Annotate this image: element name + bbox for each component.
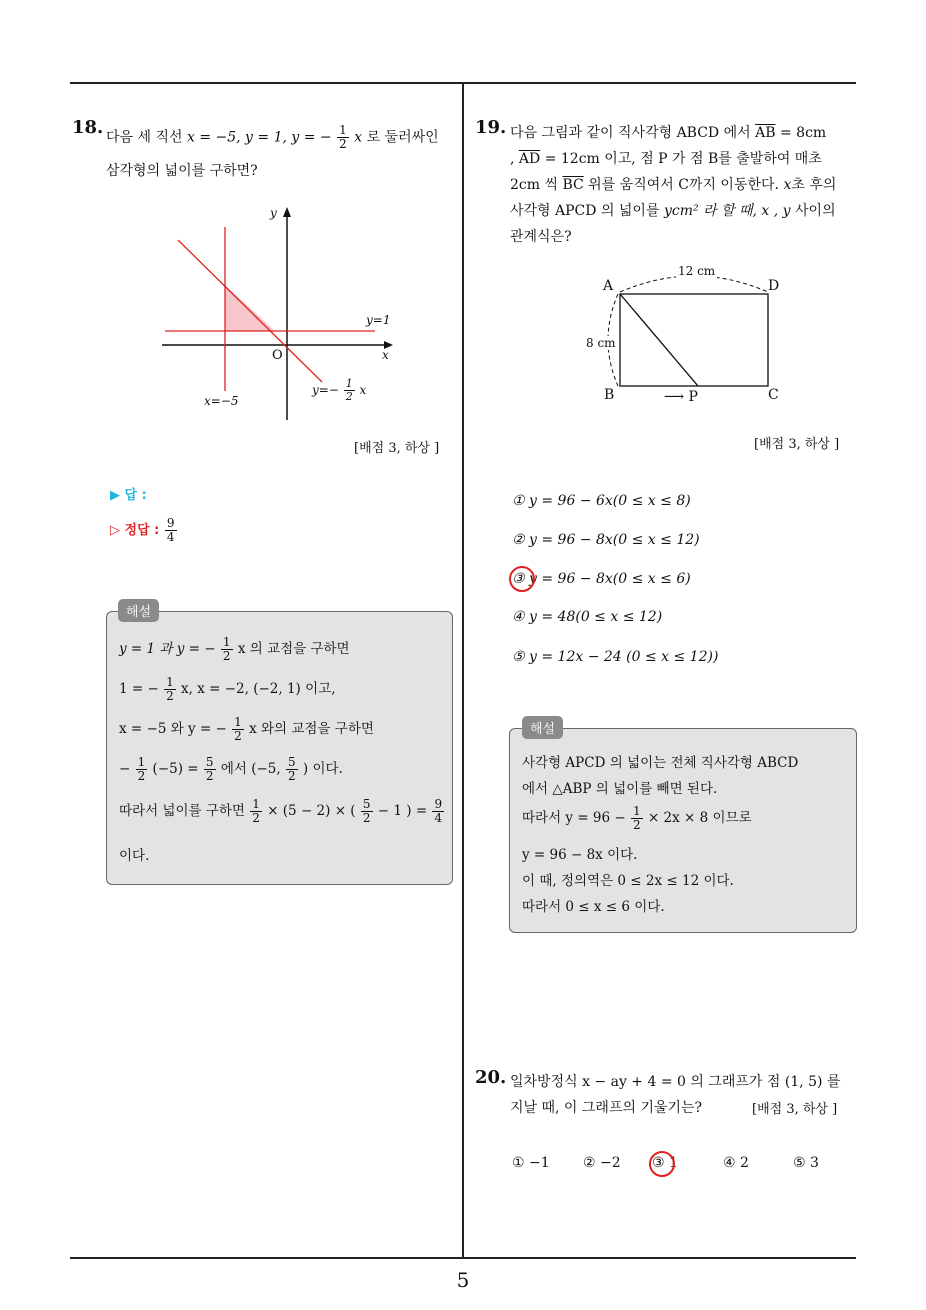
- fig-label-side-len: 8 cm: [586, 336, 616, 350]
- q20-choice-3[interactable]: ③ 1: [652, 1155, 678, 1171]
- q19-l1: 다음 그림과 같이 직사각형 ABCD 에서: [510, 125, 751, 141]
- q20-selected-circle: [649, 1151, 675, 1177]
- q18-points: [배점 3, 하상 ]: [354, 441, 440, 456]
- graph-origin-label: O: [272, 348, 283, 363]
- q19-line3: [510, 174, 836, 194]
- q18-graph: [150, 195, 450, 425]
- q18-expl-l4d: ) 이다.: [302, 761, 343, 777]
- q18-explanation-box: [106, 611, 453, 885]
- q19-choice-3[interactable]: ③ y = 96 − 8x(0 ≤ x ≤ 6): [512, 571, 691, 587]
- q18-expl-frac5c: $\frac{9}{4}$: [434, 797, 443, 825]
- line-y-eq-minus-half-x: [178, 240, 322, 382]
- graph-label-line: [312, 378, 366, 403]
- q19-l3d: 초 후의: [791, 177, 837, 193]
- q18-text-d: 로 둘러싸인: [366, 129, 439, 146]
- q19-l4c: x , y: [761, 203, 791, 219]
- q19-line5: 관계식은?: [510, 229, 572, 245]
- rect-abcd: [620, 294, 768, 386]
- q19-l3a: 2cm 씩: [510, 177, 558, 193]
- fig-label-a: A: [603, 278, 614, 294]
- q19-l1-tail: = 8cm: [775, 125, 827, 141]
- graph-label-line-a: y=−: [312, 383, 339, 397]
- q18-expl-line5: [119, 798, 445, 825]
- graph-label-y1: y=1: [366, 313, 391, 327]
- q18-expl-l5c: − 1 ) =: [377, 803, 428, 819]
- q18-expl-frac5a: $\frac{1}{2}$: [252, 797, 260, 825]
- q18-expl-frac4b: $\frac{5}{2}$: [205, 755, 214, 783]
- q18-expl-frac4c: $\frac{5}{2}$: [287, 755, 296, 783]
- q19-choice-2[interactable]: ② y = 96 − 8x(0 ≤ x ≤ 12): [512, 532, 700, 548]
- q19-l3-bc: $\overline{BC}$: [562, 177, 584, 193]
- q19-expl-line5: 이 때, 정의역은 0 ≤ 2x ≤ 12 이다.: [522, 873, 734, 889]
- column-divider: [462, 82, 464, 1258]
- q18-expl-l5a: 따라서 넓이를 구하면: [119, 803, 245, 819]
- q20-choice-5[interactable]: ⑤ 3: [793, 1155, 819, 1171]
- q19-expl-line6: 따라서 0 ≤ x ≤ 6 이다.: [522, 899, 665, 915]
- q18-expl-l2a: 1 = −: [119, 681, 159, 697]
- q18-expl-l3b: x 와의 교점을 구하면: [249, 721, 374, 737]
- q18-expl-l4a: −: [119, 761, 131, 777]
- q18-expl-frac1: $\frac{1}{2}$: [222, 635, 231, 663]
- q19-explanation-tab: 해설: [522, 716, 563, 739]
- q18-expl-l4b: (−5) =: [152, 761, 199, 777]
- q19-line1: [510, 122, 826, 142]
- q18-text-b: x = −5, y = 1, y = −: [186, 129, 332, 146]
- q19-choice-1[interactable]: ① y = 96 − 6x(0 ≤ x ≤ 8): [512, 493, 691, 509]
- q18-line1: [106, 124, 439, 151]
- q18-correct-label: ▷ 정답 :: [110, 523, 160, 538]
- q20-choice-1[interactable]: ① −1: [512, 1155, 550, 1171]
- fig-label-c: C: [768, 387, 779, 403]
- segment-ap: [620, 294, 698, 386]
- q18-expl-line1: [119, 636, 350, 663]
- q18-frac: $\frac{1}{2}$: [339, 123, 347, 151]
- fig-p: P: [688, 389, 698, 405]
- q19-selected-circle: [509, 566, 535, 592]
- q18-correct-frac: [165, 517, 177, 544]
- q18-expl-line6: 이다.: [119, 848, 150, 864]
- graph-label-line-b: x: [359, 383, 367, 397]
- q19-expl-line3: [522, 805, 752, 832]
- q20-number: 20.: [475, 1067, 507, 1088]
- q19-explanation-box: [509, 728, 857, 933]
- q18-expl-l4c: 에서 (−5,: [220, 761, 281, 777]
- arc-top: [620, 276, 768, 292]
- graph-label-frac: $\frac{1}{2}$: [345, 377, 353, 403]
- q20-choice-2[interactable]: ② −2: [583, 1155, 621, 1171]
- q19-l3c: x: [783, 177, 792, 193]
- graph-y-label: y: [270, 206, 277, 220]
- q18-expl-l3a: x = −5 와 y = −: [119, 721, 227, 737]
- q19-l2-tail: = 12cm 이고, 점 P 가 점 B를 출발하여 매초: [540, 151, 822, 167]
- q19-l4d: 사이의: [795, 203, 836, 219]
- fig-label-top-len: 12 cm: [678, 264, 716, 278]
- q18-correct-row: [110, 517, 178, 544]
- fig-label-d: D: [768, 278, 780, 294]
- q19-choice-5[interactable]: ⑤ y = 12x − 24 (0 ≤ x ≤ 12)): [512, 649, 719, 665]
- q18-expl-line3: [119, 716, 374, 743]
- q18-expl-l1a: y = 1 과 y = −: [119, 641, 216, 657]
- q18-expl-l5b: × (5 − 2) × (: [267, 803, 356, 819]
- q19-l2-ad: $\overline{AD}$: [518, 151, 541, 167]
- q18-expl-l1b: x 의 교점을 구하면: [237, 641, 350, 657]
- fig-label-b: B: [604, 387, 615, 403]
- q18-expl-line2: [119, 676, 336, 703]
- q20-line2: 지날 때, 이 그래프의 기울기는?: [510, 1100, 703, 1116]
- q19-number: 19.: [475, 117, 507, 138]
- q18-expl-frac4a: $\frac{1}{2}$: [137, 755, 146, 783]
- q18-number: 18.: [72, 117, 104, 138]
- q18-expl-frac2: $\frac{1}{2}$: [166, 675, 174, 703]
- q18-correct-num: 9: [166, 516, 175, 530]
- q18-answer-label: ▶ 답 :: [110, 488, 147, 503]
- q20-line1: 일차방정식 x − ay + 4 = 0 의 그래프가 점 (1, 5) 를: [510, 1074, 841, 1090]
- q18-line2: 삼각형의 넓이를 구하면?: [106, 163, 258, 179]
- q20-points: [배점 3, 하상 ]: [752, 1102, 838, 1117]
- shaded-triangle: [225, 285, 275, 331]
- q19-expl-line1: 사각형 APCD 의 넓이는 전체 직사각형 ABCD: [522, 755, 799, 771]
- q18-correct-den: 4: [166, 530, 175, 544]
- q18-expl-frac5b: $\frac{5}{2}$: [362, 797, 371, 825]
- q18-text-c: x: [354, 129, 363, 146]
- q18-expl-line4: [119, 756, 343, 783]
- bottom-rule: [70, 1257, 856, 1259]
- q18-explanation-tab: 해설: [118, 599, 159, 622]
- q19-l1-ab: $\overline{AB}$: [755, 125, 776, 141]
- page-number: 5: [456, 1268, 470, 1292]
- fig-label-p: [664, 389, 698, 405]
- q19-choice-4[interactable]: ④ y = 48(0 ≤ x ≤ 12): [512, 609, 663, 625]
- q19-l4b: ycm² 라 할 때,: [663, 203, 757, 219]
- q19-expl-l3a: 따라서 y = 96 −: [522, 810, 626, 826]
- q18-text-a: 다음 세 직선: [106, 129, 183, 146]
- q19-expl-l3b: × 2x × 8 이므로: [647, 810, 752, 826]
- q19-line4: [510, 200, 836, 220]
- q19-l2-pre: ,: [510, 151, 515, 167]
- q19-l4a: 사각형 APCD 의 넓이를: [510, 203, 660, 219]
- q18-expl-l2b: x, x = −2, (−2, 1) 이고,: [181, 681, 336, 697]
- q20-choice-4[interactable]: ④ 2: [723, 1155, 749, 1171]
- q19-expl-frac: $\frac{1}{2}$: [633, 804, 641, 832]
- graph-x-label: x: [382, 348, 389, 362]
- q19-points: [배점 3, 하상 ]: [754, 437, 840, 452]
- q19-l3b: 위를 움직여서 C까지 이동한다.: [588, 177, 779, 193]
- fig-arrow: ⟶: [664, 389, 685, 405]
- q18-expl-frac3: $\frac{1}{2}$: [234, 715, 242, 743]
- graph-label-xm5: x=−5: [204, 394, 239, 408]
- y-axis-arrow: [283, 207, 291, 217]
- q19-expl-line4: y = 96 − 8x 이다.: [522, 847, 638, 863]
- q19-line2: [510, 148, 822, 168]
- q19-expl-line2: 에서 △ABP 의 넓이를 빼면 된다.: [522, 781, 718, 797]
